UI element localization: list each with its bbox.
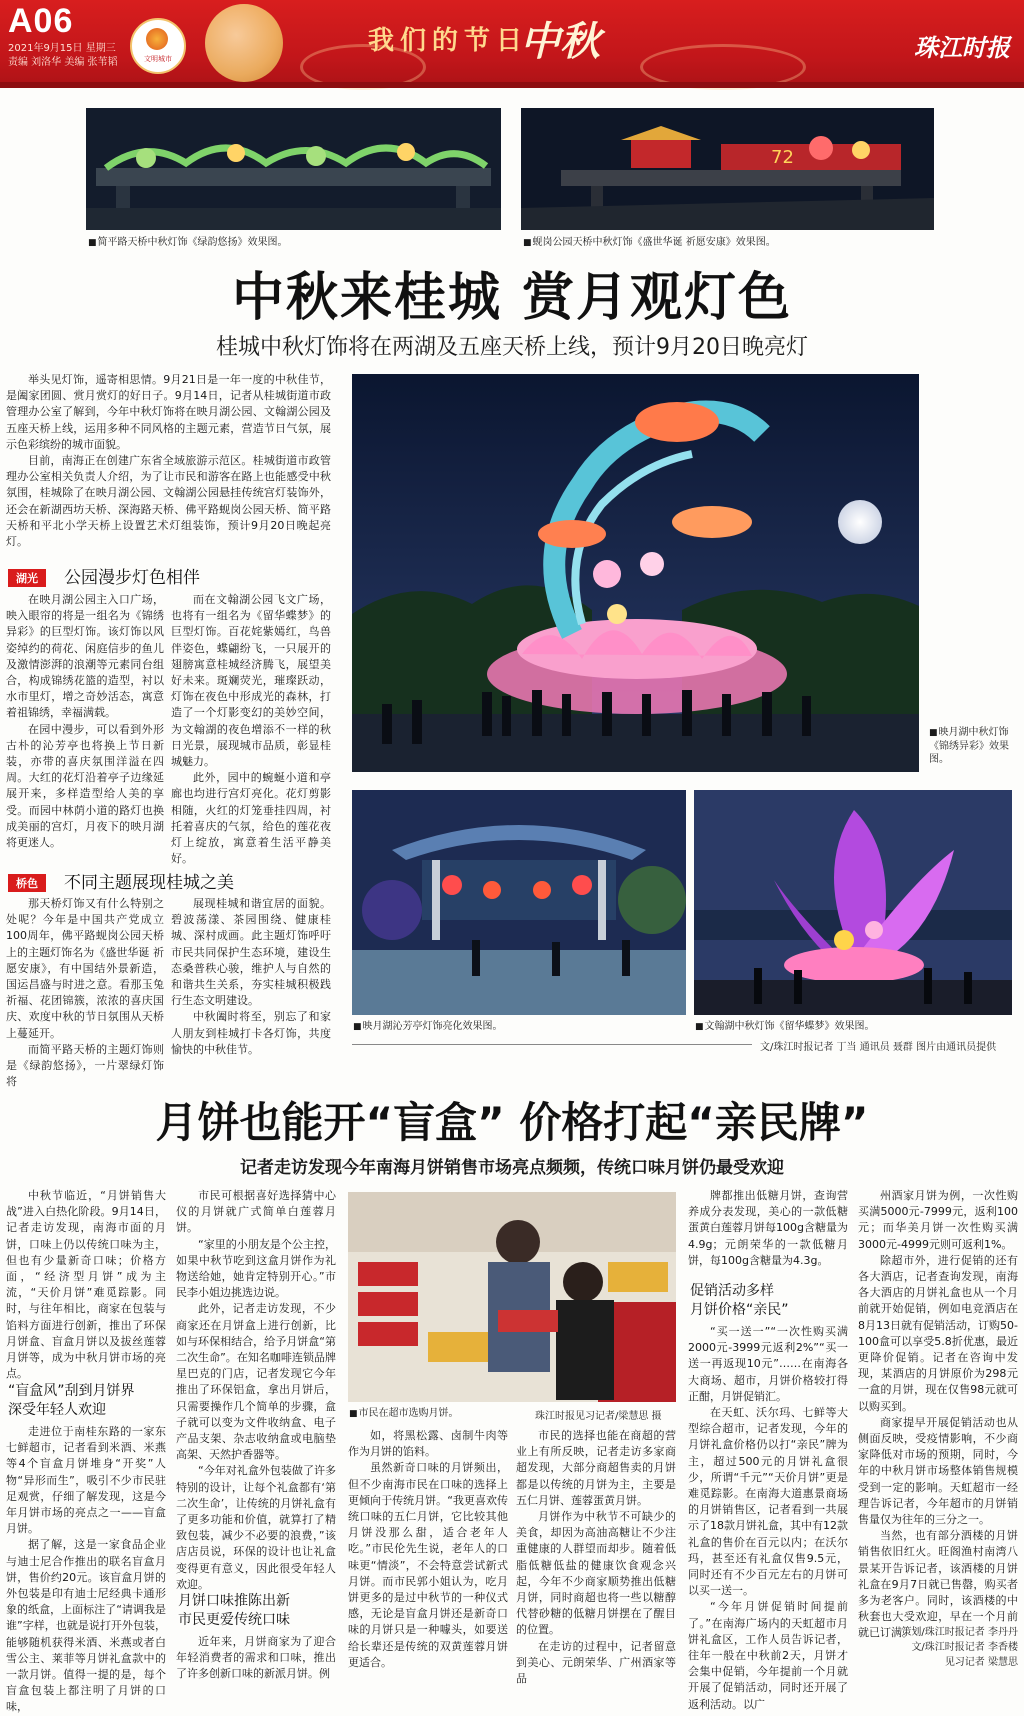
editors-text: 责编 刘洛华 美编 张苇韬 bbox=[8, 57, 118, 68]
a2-section-head-promo: 促销活动多样 月饼价格“亲民” bbox=[690, 1283, 789, 1318]
a2-col-6: 州酒家月饼为例，一次性购买满5000元-7999元，返利100元；而华美月饼一次性购买满3000元-4999元则可返利1%。 除超市外，进行促销的还有各大酒店，记者查询发现，南海各大酒店的月饼礼盒也从一个月前就开始促销，例如电竞酒店在8月13日就有促销活动，订购50-100盒可以享受5.8折优惠，最近更降价促销。记者在咨询中发现，某酒店的月饼原价为298元一盒的月饼，现在仅售98元就可以购买到。 商家提早开展促销活动也从侧面反映，受疫情影响，不少商家降低对市场的预期，同时，今年的中秋月饼市场整体销售规模受到一定的影响。天虹超市一经理告诉记者，今年超市的月饼销售量仅为往年的三分之一。 当然，也有部分酒楼的月饼销售依旧红火。旺阁渔村南湾八景某开告诉记者，该酒楼的月饼礼盒在9月7日就已售罄，购买者多为老客户。同时，该酒楼的中秋套也大受欢迎，早在一个月前就已订满。 bbox=[858, 1189, 1018, 1640]
supermarket-photo bbox=[348, 1192, 676, 1402]
section-title: 我们的节日 bbox=[368, 26, 529, 56]
bridge-col-2: 展现桂城和谐宜居的面貌。碧波荡漾、茶园围绕、健康桂城、深村成画。此主题灯饰呼吁市民共同保护生态环境，建设生态桑普秩心骏，维护人与自然的和谐共生关系，夯实桂城积极践行生态文明建设。 中秋阖时将至，别忘了和家人朋友到桂城打卡各灯饰，共度愉快的中秋佳节。 bbox=[171, 897, 331, 1056]
photo-caption: ■ 简平路天桥中秋灯饰《绿韵悠扬》效果图。 bbox=[88, 236, 288, 250]
article2-headline: 月饼也能开“盲盒” 价格打起“亲民牌” bbox=[155, 1098, 869, 1147]
bridge-light-photo-2 bbox=[521, 108, 934, 230]
article1-headline: 中秋来桂城 赏月观灯色 bbox=[231, 268, 793, 328]
svg-text:72: 72 bbox=[771, 147, 794, 168]
section-tag: 湖光 bbox=[8, 569, 46, 587]
bridge-col-1: 那天桥灯饰又有什么特别之处呢？今年是中国共产党成立100周年，佛平路蚬岗公园天桥上的主题灯饰名为《盛世华诞 祈愿安康》，有中国结外景新造，国运昌盛与时进之意。看那玉兔祈福、花团锦簇，浓浓的喜庆国庆、欢度中秋的节日氛围从天桥上蔓延开。 而简平路天桥的主题灯饰则是《绿韵悠扬》，一片翠绿灯饰将 bbox=[6, 897, 164, 1089]
a2-col-3: 如，将黑松露、卤制牛肉等作为月饼的馅料。 虽然新奇口味的月饼频出，但不少南海市民在口味的选择上更倾向于传统月饼。“我更喜欢传统口味的五仁月饼，它比较其他月饼没那么甜，适合老年人吃。”市民伦先生说，老年人的口味更“情淡”，不会特意尝试新式月饼。而市民郭小姐认为，吃月饼更多的是过中秋节的一种仪式感，无论是盲盒月饼还是新奇口味的月饼只是一种噱头，如要送给长辈还是传统的双黄莲蓉月饼更适合。 bbox=[348, 1429, 508, 1669]
lantern-photo-main bbox=[352, 374, 919, 772]
moon-icon bbox=[205, 4, 283, 82]
butterfly-lantern-photo bbox=[694, 790, 1012, 1015]
divider bbox=[352, 1044, 752, 1045]
masthead bbox=[0, 0, 1024, 82]
a2-section-head-flavor: 月饼口味推陈出新 市民更爱传统口味 bbox=[178, 1593, 290, 1628]
lead-paragraph: 举头见灯饰，遥寄相思情。9月21日是一年一度的中秋佳节，是阖家团圆、赏月赏灯的好日子。9月14日，记者从桂城街道市政管理办公室了解到，今年中秋灯饰将在映月湖公园、文翰湖公园及五座天桥上线，运用多种不同风格的主题元素，营造节日气氛，展示色彩缤纷的城市面貌。 bbox=[6, 373, 331, 451]
civilized-city-logo: 文明城市 bbox=[130, 18, 186, 74]
a2-col-5: 牌都推出低糖月饼，查询营养成分表发现，美心的一款低糖蛋黄白莲蓉月饼每100g含糖量为4.9g；元朗荣华的一款低糖月饼，每100g含糖量为4.3g。 bbox=[688, 1189, 848, 1267]
section-title-text: 不同主题展现桂城之美 bbox=[64, 873, 234, 893]
section-title-text: 公园漫步灯色相伴 bbox=[64, 568, 200, 588]
a2-col-1: 中秋节临近，“月饼销售大战”进入白热化阶段。9月14日，记者走访发现，南海市面的月饼，口味上仍以传统口味为主，但也有少量新奇口味；价格方面，“经济型月饼”成为主流，“天价月饼”难觅踪影。同时，与往年相比，商家在包装与馅料方面进行创新，推出了环保月饼盒、盲盒月饼以及拔丝莲蓉月饼等，成为中秋月饼市场的亮点。 bbox=[6, 1189, 166, 1381]
lake-col-1: 在映月湖公园主入口广场，映入眼帘的将是一组名为《锦绣异彩》的巨型灯饰。该灯饰以风姿绰约的荷花、闲庭信步的鱼儿及激情澎湃的浪潮等元素同台组合，构成锦绣花篮的造型，衬以水市里灯，增之奇妙活态，寓意着祖锦绣，幸福满载。 在园中漫步，可以看到外形古朴的沁芳亭也将换上节日新装，亦带的喜庆氛围洋溢在四周。大红的花灯沿着亭子边缘延展开来，多样造型给人美的享受。而园中林荫小道的路灯也换成美丽的宫灯，月夜下的映月湖将更迷人。 bbox=[6, 593, 164, 850]
article2-subhead: 记者走访发现今年南海月饼销售市场亮点频频，传统口味月饼仍最受欢迎 bbox=[240, 1158, 784, 1178]
article2-credit: 策划/珠江时报记者 李丹丹 文/珠江时报记者 李香楼 见习记者 梁慧思 bbox=[901, 1627, 1018, 1668]
paper-name: 珠江时报 bbox=[914, 33, 1010, 62]
a2-col-4: 市民的选择也能在商超的营业上有所反映，记者走访多家商超发现，大部分商超售卖的月饼都是以传统的月饼为主，主要是五仁月饼、莲蓉蛋黄月饼。 月饼作为中秋节不可缺少的美食，却因为高油高糖让不少注重健康的人群望而却步。随着低脂低糖低盐的健康饮食观念兴起，今年不少商家顺势推出低糖月饼，同时商超也将一些以糖醇代替砂糖的低糖月饼摆在了醒目的位置。 在走访的过程中，记者留意到美心、元朗荣华、广州酒家等品 bbox=[516, 1429, 676, 1686]
photo-caption: ■ 文翰湖中秋灯饰《留华蝶梦》效果图。 bbox=[695, 1020, 875, 1034]
article1-byline: 文/珠江时报记者 丁当 通讯员 聂群 图片由通讯员提供 bbox=[760, 1042, 997, 1053]
date-text: 2021年9月15日 星期三 bbox=[8, 43, 116, 54]
a2-col-5b: “买一送一”“一次性购买满2000元-3999元返利2%”“买一送一再返现10元”……在南海各大商场、超市，月饼价格较打得正酣，月饼促销汇。 在天虹、沃尔玛、七鲜等大型综合超市，记者发现，今年的月饼礼盒价格仍以打“亲民”牌为主，超过500元的月饼礼盒很少，所谓“千元”“天价月饼”更是难觅踪影。在南海大道惠景商场的月饼销售区，记者看到一共展示了18款月饼礼盒，其中有12款礼盒的售价在百元以内；在沃尔玛，甚至还有礼盒仅售9.5元，同时还有不少百元左右的月饼可以买一送一。 “今年月饼促销时间提前了。”在南海广场内的天虹超市月饼礼盒区，工作人员告诉记者，往年一般在中秋前2天，月饼才会集中促销，今年提前一个月就开展了促销活动，同时还开展了返利活动。以广 bbox=[688, 1325, 848, 1711]
a2-section-head-blindbox: “盲盒风”刮到月饼界 深受年轻人欢迎 bbox=[8, 1383, 135, 1418]
issue-date bbox=[8, 42, 118, 70]
lead-paragraph: 目前，南海正在创建广东省全域旅游示范区。桂城街道市政管理办公室相关负责人介绍，为了让市民和游客在路上也能感受中秋氛围，桂城除了在映月湖公园、文翰湖公园悬挂传统宫灯装饰外，还会在新湖西坊天桥、深海路天桥、佛平路蚬岗公园天桥、简平路天桥和平北小学天桥上设置艺术灯组装饰，预计9月20日晚起亮灯。 bbox=[6, 454, 331, 549]
section-title-art: 中秋 bbox=[520, 18, 600, 65]
photo-caption: ■ 映月湖中秋灯饰《锦绣异彩》效果图。 bbox=[929, 726, 1019, 766]
photo-caption: ■ 市民在超市选购月饼。 bbox=[349, 1407, 459, 1421]
masthead-rule bbox=[0, 82, 1024, 88]
photo-caption: ■ 蚬岗公园天桥中秋灯饰《盛世华诞 祈愿安康》效果图。 bbox=[523, 236, 776, 250]
section-head-bridge bbox=[8, 868, 234, 893]
section-tag: 桥色 bbox=[8, 874, 46, 892]
photo-credit: 珠江时报见习记者/梁慧思 摄 bbox=[535, 1411, 662, 1422]
section-head-lake bbox=[8, 563, 200, 588]
a2-col-2: 市民可根据喜好选择猜中心仪的月饼就广式简单白莲蓉月饼。 “家里的小朋友是个公主控，如果中秋节吃到这盒月饼作为礼物送给她，她肯定特别开心。”市民李小姐边挑选边说。 此外，记者走访发现，不少商家还在月饼盒上进行创新，比如与环保相结合，给予月饼盒“第二次生命”。在知名咖啡连锁品牌星巴克的门店，记者发现它今年推出了环保铝盒，拿出月饼后，只需要操作几个简单的步骤，盒子就可以变为文件收纳盒、电子产品支架、杂志收纳盒或电脑垫高架、天然护香器等。 “今年对礼盒外包装做了许多特别的设计，让每个礼盒都有‘第二次生命’，让传统的月饼礼盒有了更多功能和价值，就算打了精致包装，减少不必要的浪费，”该店店员说，环保的设计也让礼盒变得更有意义，因此很受年轻人欢迎。 bbox=[176, 1189, 336, 1591]
pavilion-photo bbox=[352, 790, 686, 1015]
bridge-light-photo-1 bbox=[86, 108, 501, 230]
article1-subhead: 桂城中秋灯饰将在两湖及五座天桥上线，预计9月20日晚亮灯 bbox=[216, 335, 808, 360]
a2-col-1b: 走进位于南桂东路的一家东七鲜超市，记者看到米酒、米燕等4个盲盒月饼堆身“开奖”人物“异形而生”，吸引不少市民驻足观赏，仔细了解发现，这是今年月饼市场的亮点之一——盲盒月饼。 据了解，这是一家食品企业与迪士尼合作推出的联名盲盒月饼，售价约20元。该盲盒月饼的外包装是印有迪士尼经典卡通形象的纸盒，上面标注了“请调我是谁”字样，也就是说打开外包装，能够随机获得米酒、米燕或者白雪公主、莱菲等月饼礼盒款中的一款月饼。值得一提的是，每个盲盒包装上都注明了月饼的口味， bbox=[6, 1425, 166, 1714]
a2-col-2b: 近年来，月饼商家为了迎合年轻消费者的需求和口味，推出了许多创新口味的新派月饼。例 bbox=[176, 1635, 336, 1681]
page-number: A06 bbox=[8, 2, 74, 40]
lake-col-2: 而在文翰湖公园飞文广场，也将有一组名为《留华蝶梦》的巨型灯饰。百花姹紫嫣红，鸟兽伴姿色，蝶翩纷飞，一只展开的翅膀寓意桂城经济腾飞，展望美好未来。斑斓荧光，璀璨跃动，灯饰在夜色中形成光的森林，打造了一个灯影变幻的美妙空间，为文翰湖的夜色增添不一样的秋日光景，展现城市品质，彰显桂城魅力。 此外，园中的蜿蜒小道和亭廊也均进行宫灯亮化。花灯剪影相随，火红的灯笼垂挂四周，衬托着喜庆的气氛，给色的莲花夜灯上绽放，寓意着生活平静美好。 bbox=[171, 593, 331, 866]
photo-caption: ■ 映月湖沁芳亭灯饰亮化效果图。 bbox=[353, 1020, 503, 1034]
article1-lead bbox=[6, 372, 331, 550]
